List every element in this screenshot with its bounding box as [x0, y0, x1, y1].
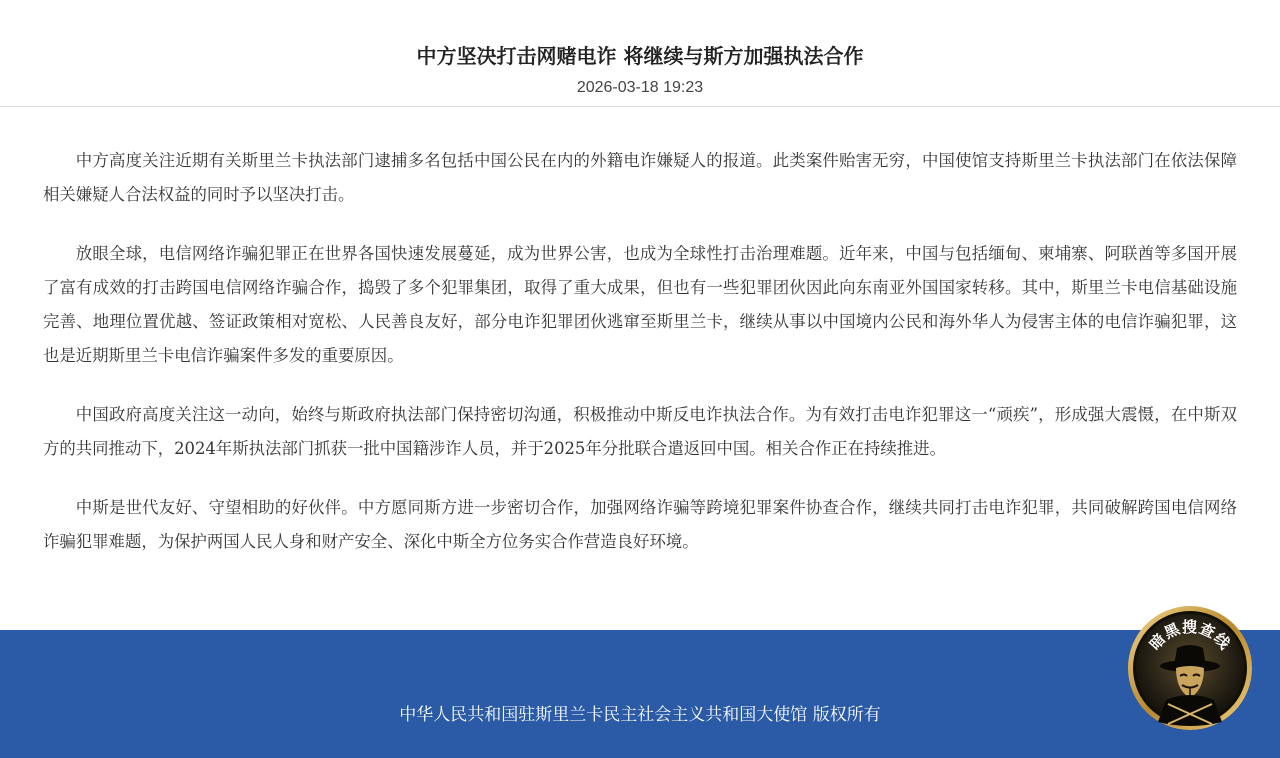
page-footer — [0, 630, 1280, 758]
article-paragraph: 中国政府高度关注这一动向，始终与斯政府执法部门保持密切沟通，积极推动中斯反电诈执法合作。为有效打击电诈犯罪这一“顽疾”，形成强大震慑，在中斯双方的共同推动下，2024年斯执法部门抓获一批中国籍涉诈人员，并于2025年分批联合遣返回中国。相关合作正在持续推进。 — [43, 405, 1237, 458]
watermark-logo — [1126, 604, 1254, 732]
masked-figure-icon — [1126, 604, 1254, 732]
publish-date: 2026-03-18 19:23 — [576, 79, 704, 96]
svg-text:暗黑搜查线: 暗黑搜查线 — [1145, 618, 1235, 654]
article-paragraph: 中斯是世代友好、守望相助的好伙伴。中方愿同斯方进一步密切合作，加强网络诈骗等跨境犯罪案件协查合作，继续共同打击电诈犯罪，共同破解跨国电信网络诈骗犯罪难题，为保护两国人民人身和财产安全、深化中斯全方位务实合作营造良好环境。 — [43, 498, 1237, 551]
article-paragraph: 中方高度关注近期有关斯里兰卡执法部门逮捕多名包括中国公民在内的外籍电诈嫌疑人的报道。此类案件贻害无穷，中国使馆支持斯里兰卡执法部门在依法保障相关嫌疑人合法权益的同时予以坚决打击。 — [43, 151, 1237, 204]
article-body — [43, 144, 1237, 584]
footer-copyright: 中华人民共和国驻斯里兰卡民主社会主义共和国大使馆 版权所有 — [399, 705, 881, 725]
article-paragraph: 放眼全球，电信网络诈骗犯罪正在世界各国快速发展蔓延，成为世界公害，也成为全球性打击治理难题。近年来，中国与包括缅甸、柬埔寨、阿联酋等多国开展了富有成效的打击跨国电信网络诈骗合作，捣毁了多个犯罪集团，取得了重大成果，但也有一些犯罪团伙因此向东南亚外国国家转移。其中，斯里兰卡电信基础设施完善、地理位置优越、签证政策相对宽松、人民善良友好，部分电诈犯罪团伙逃窜至斯里兰卡，继续从事以中国境内公民和海外华人为侵害主体的电信诈骗犯罪，这也是近期斯里兰卡电信诈骗案件多发的重要原因。 — [43, 244, 1237, 365]
article-title: 中方坚决打击网赌电诈 将继续与斯方加强执法合作 — [416, 44, 864, 68]
article-header — [0, 0, 1280, 107]
